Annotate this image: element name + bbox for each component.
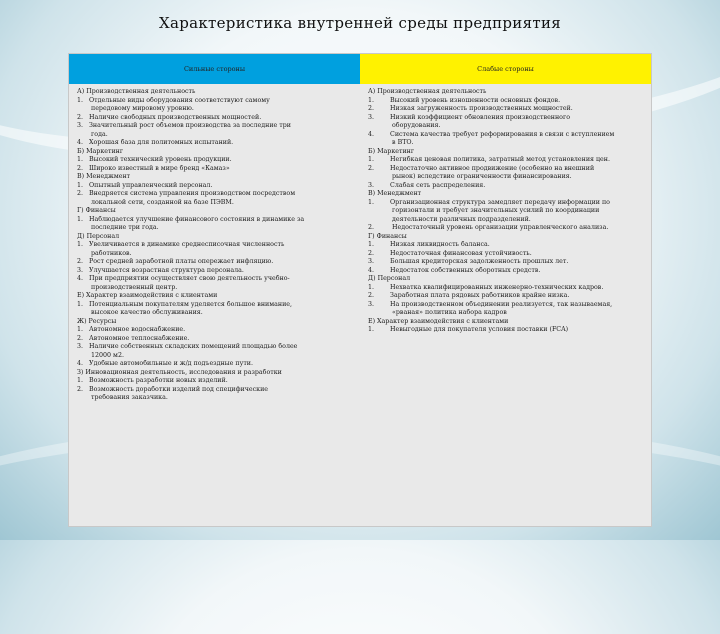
weakness-line: деятельности различных подразделений. bbox=[368, 215, 531, 223]
strength-line: Е) Характер взаимодействия с клиентами bbox=[77, 292, 218, 299]
weakness-line: 1. Высокий уровень изношенности основных фондов. bbox=[368, 96, 561, 104]
weakness-line: «рваная» политика набора кадров bbox=[368, 309, 507, 316]
swot-table bbox=[68, 53, 652, 527]
strength-line: Д) Персонал bbox=[77, 232, 120, 240]
strength-line: 1. Автономное водоснабжение. bbox=[77, 326, 186, 333]
weakness-line: 1. Нехватка квалифицированных инженерно-технических кадров. bbox=[368, 283, 604, 291]
weakness-line: 1. Низкая ликвидность баланса. bbox=[368, 241, 490, 248]
weakness-line: 2. Недостаточно активное продвижение (особенно на внешний bbox=[368, 164, 595, 172]
weakness-line: 4. Недостаток собственных оборотных средств. bbox=[368, 266, 541, 274]
strength-line: Ж) Ресурсы bbox=[77, 317, 117, 325]
strength-line: 1. Потенциальным покупателям уделяется большое внимание, bbox=[77, 300, 292, 308]
weakness-line: 3. Большая кредиторская задолженность прошлых лет. bbox=[368, 258, 569, 265]
weakness-line: 1. Организационная структура замедляет передачу информации по bbox=[368, 198, 610, 206]
strength-line: 12000 м2. bbox=[77, 351, 124, 359]
strength-line: последние три года. bbox=[77, 224, 159, 231]
strength-line: производственный центр. bbox=[77, 283, 178, 291]
weakness-line: 1. Невыгодные для покупателя условия поставки (FCA) bbox=[368, 326, 569, 333]
weakness-line: рынок) вследствие ограниченности финансирования. bbox=[368, 173, 572, 180]
weakness-line: 3. Слабая сеть распределения. bbox=[368, 181, 486, 189]
strength-line: 1. Отдельные виды оборудования соответствуют самому bbox=[77, 96, 270, 104]
weakness-line: Д) Персонал bbox=[368, 275, 411, 282]
weakness-line: 2. Заработная плата рядовых работников крайне низка. bbox=[368, 292, 570, 299]
table-body bbox=[69, 84, 651, 403]
strength-line: 3. Наличие собственных складских помещений площадью более bbox=[77, 343, 298, 350]
strength-line: 2. Возможность доработки изделий под специфические bbox=[77, 385, 269, 393]
weakness-line: В) Менеджмент bbox=[368, 190, 422, 197]
strength-line: 4. Хорошая база для политомных испытаний. bbox=[77, 139, 234, 146]
strength-line: 1. Высокий технический уровень продукции. bbox=[77, 156, 232, 163]
strength-line: локальной сети, созданной на базе ПЭВМ. bbox=[77, 198, 234, 206]
weakness-line: 3. На производственном объединении реализуется, так называемая, bbox=[368, 300, 613, 308]
strength-line: 1. Опытный управленческий персонал. bbox=[77, 181, 213, 189]
strength-line: 4. При предприятии осуществляет свою деятельность учебно- bbox=[77, 275, 290, 282]
weakness-line: 1. Негибкая ценовая политика, затратный метод установления цен. bbox=[368, 156, 610, 163]
strength-line: Б) Маркетинг bbox=[77, 147, 124, 155]
strength-line: работников. bbox=[77, 249, 132, 257]
strength-line: 1. Увеличивается в динамике среднесписочная численность bbox=[77, 241, 285, 248]
strengths-header: Сильные стороны bbox=[69, 54, 360, 84]
weakness-line: Г) Финансы bbox=[368, 232, 407, 240]
strength-line: 2. Рост средней заработной платы опережает инфляцию. bbox=[77, 258, 274, 265]
table-header-row bbox=[69, 54, 651, 84]
strength-line: 1. Наблюдается улучшение финансового состояния в динамике за bbox=[77, 215, 305, 223]
weakness-line: в ВТО. bbox=[368, 139, 414, 146]
weakness-line: Б) Маркетинг bbox=[368, 147, 415, 155]
strength-line: 3. Улучшается возрастная структура персонала. bbox=[77, 266, 244, 274]
weakness-line: А) Производственная деятельность bbox=[368, 88, 487, 95]
strength-line: 1. Возможность разработки новых изделий. bbox=[77, 377, 228, 384]
strength-line: В) Менеджмент bbox=[77, 173, 131, 180]
strength-line: З) Инновационная деятельность, исследования и разработки bbox=[77, 368, 282, 376]
weakness-line: оборудования. bbox=[368, 122, 441, 129]
slide-title: Характеристика внутренней среды предприятия bbox=[158, 14, 562, 32]
weakness-line: 3. Низкий коэффициент обновления производственного bbox=[368, 113, 571, 121]
weakness-line: 2. Недостаточный уровень организации управленческого анализа. bbox=[368, 224, 609, 231]
weakness-line: 4. Система качества требует реформирования в связи с вступлением bbox=[368, 130, 615, 138]
strength-line: А) Производственная деятельность bbox=[77, 88, 196, 95]
strength-line: требования заказчика. bbox=[77, 394, 168, 401]
strength-line: 3. Значительный рост объемов производства за последние три bbox=[77, 122, 291, 129]
weakness-line: Е) Характер взаимодействия с клиентами bbox=[368, 317, 509, 325]
strength-line: высокое качество обслуживания. bbox=[77, 309, 203, 316]
strength-line: передовому мировому уровню. bbox=[77, 105, 194, 112]
weaknesses-column bbox=[360, 88, 651, 403]
weakness-line: 2. Низкая загруженность производственных мощностей. bbox=[368, 105, 573, 112]
strength-line: года. bbox=[77, 130, 108, 138]
strength-line: 2. Широко известный в мире бренд «Камаз» bbox=[77, 164, 230, 172]
weaknesses-header: Слабые стороны bbox=[360, 54, 651, 84]
strength-line: 2. Внедряется система управления производством посредством bbox=[77, 190, 296, 197]
strength-line: 4. Удобные автомобильные и ж/д подъездные пути. bbox=[77, 360, 253, 367]
strength-line: Г) Финансы bbox=[77, 207, 116, 214]
strengths-column bbox=[69, 88, 360, 403]
strength-line: 2. Автономное теплоснабжение. bbox=[77, 334, 190, 342]
weakness-line: горизонтали и требует значительных усилий по координации bbox=[368, 207, 600, 214]
strength-line: 2. Наличие свободных производственных мощностей. bbox=[77, 113, 262, 121]
weakness-line: 2. Недостаточная финансовая устойчивость. bbox=[368, 249, 532, 257]
